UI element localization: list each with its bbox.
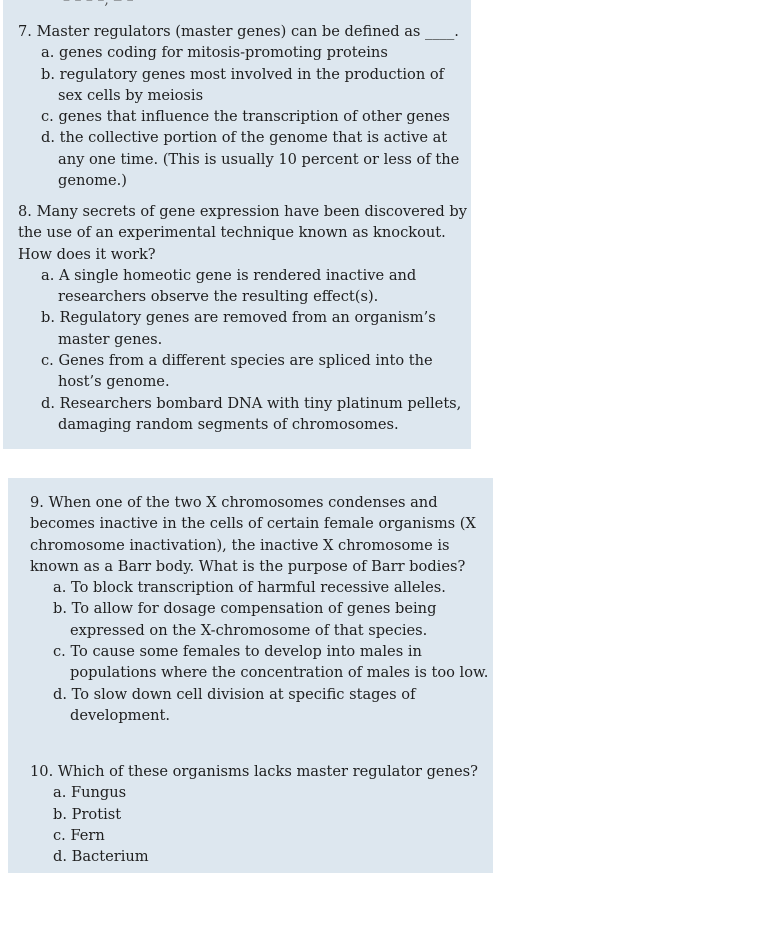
question-9 [30,492,490,726]
question-7-option-c: c. genes that influence the transcription of other genes [41,108,450,126]
question-10-option-d: d. Bacterium [53,848,149,866]
question-7-stem: 7. Master regulators (master genes) can be defined as ____. [18,23,459,40]
question-10-option-a: a. Fungus [53,784,127,802]
question-8-option-c: c. Genes from a different species are spliced into the host’s genome. [41,352,433,391]
question-panel-2 [8,478,493,873]
question-10 [30,761,490,867]
question-8-option-a: a. A single homeotic gene is rendered inactive and researchers observe the resulting effect(s). [41,266,417,306]
question-7-option-d: d. the collective portion of the genome that is active at any one time. (This is usually 10 percent or less of the genome.) [41,129,460,190]
question-10-option-c: c. Fern [53,826,105,844]
question-8-option-d: d. Researchers bombard DNA with tiny platinum pellets, damaging random segments of chromosomes. [41,394,462,433]
question-8-stem: 8. Many secrets of gene expression have been discovered by the use of an experimental technique known as knockout. How does it work? [18,203,467,263]
question-10-stem: 10. Which of these organisms lacks master regulator genes? [30,763,478,780]
question-9-option-a: a. To block transcription of harmful recessive alleles. [53,579,446,597]
question-7-option-a: a. genes coding for mitosis-promoting proteins [41,44,388,62]
question-8 [18,201,468,435]
question-9-option-c: c. To cause some females to develop into males in populations where the concentration of males is too low. [53,643,489,682]
question-9-option-d: d. To slow down cell division at specific stages of development. [53,685,416,724]
question-10-option-b: b. Protist [53,805,122,823]
cut-off-previous-text: – – – –, ‒ – [63,0,134,8]
question-7 [18,21,468,191]
question-9-stem: 9. When one of the two X chromosomes condenses and becomes inactive in the cells of certain female organisms (X chromosome inactivation), the inactive X chromosome is known as a Barr body. What is the purpose of Barr bodies? [30,494,476,575]
question-7-option-b: b. regulatory genes most involved in the production of sex cells by meiosis [41,65,445,104]
question-panel-1 [3,0,471,449]
question-8-option-b: b. Regulatory genes are removed from an organism’s master genes. [41,309,436,348]
question-9-option-b: b. To allow for dosage compensation of genes being expressed on the X-chromosome of that species. [53,600,437,639]
